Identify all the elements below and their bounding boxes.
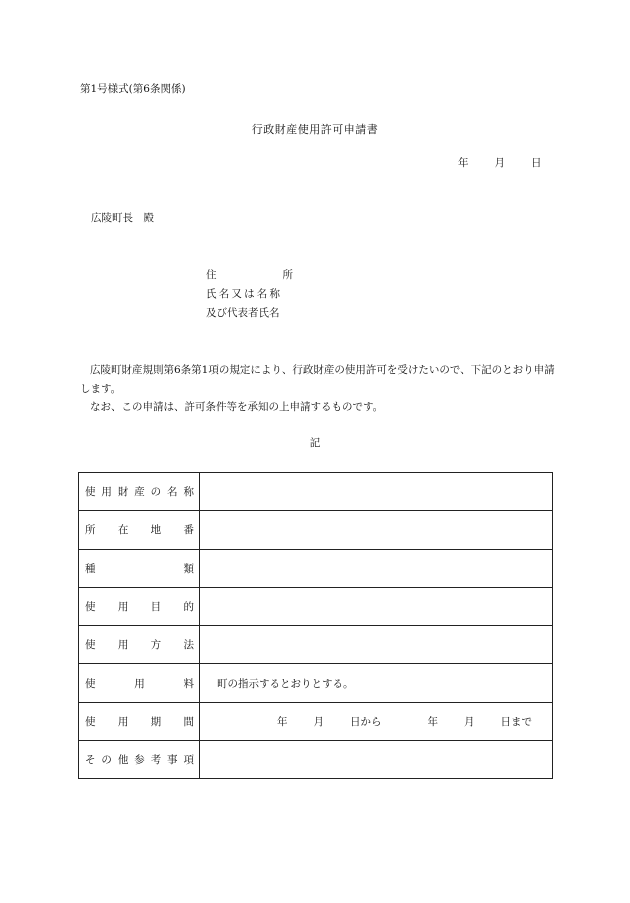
period-year-to: 年: [427, 715, 438, 728]
address-label-part: 所: [282, 269, 293, 281]
row-label-property-name: [79, 473, 200, 511]
label-char: 事: [167, 754, 178, 767]
ki-heading: 記: [309, 437, 321, 449]
application-table: [78, 472, 553, 779]
label-char: 使: [85, 601, 96, 614]
period-month-to: 月: [464, 715, 475, 728]
table-row: [79, 741, 553, 779]
label-char: 方: [150, 639, 162, 652]
label-char: 目: [150, 601, 162, 614]
label-char: 番: [183, 524, 194, 537]
representative-label: 及び代表者氏名: [206, 307, 280, 319]
label-char: 産: [134, 486, 145, 499]
address-label-part: 住: [206, 269, 217, 281]
row-label-other-notes: [79, 741, 200, 779]
address-label: [206, 267, 293, 282]
period-month-from: 月: [313, 715, 324, 728]
period-day-to: 日まで: [500, 715, 532, 728]
label-char: 用: [134, 677, 145, 690]
recipient: 広陵町長 殿: [91, 212, 154, 224]
value-purpose[interactable]: [200, 587, 553, 625]
label-char: 他: [117, 754, 129, 767]
label-char: の: [150, 486, 162, 499]
value-fee: 町の指示するとおりとする。: [200, 664, 553, 702]
label-char: 参: [134, 754, 145, 767]
table-row: [79, 664, 553, 702]
body-paragraph-1: 広陵町財産規則第6条第1項の規定により、行政財産の使用許可を受けたいので、下記のとおり申請します。: [80, 364, 555, 395]
row-label-period: [79, 702, 200, 740]
table-row: [79, 587, 553, 625]
value-other-notes[interactable]: [200, 741, 553, 779]
label-char: 在: [117, 524, 129, 537]
value-location[interactable]: [200, 511, 553, 549]
date-month: 月: [494, 157, 505, 169]
period-day-from: 日から: [350, 715, 382, 728]
value-method[interactable]: [200, 626, 553, 664]
table-row: [79, 702, 553, 740]
label-char: 使: [85, 486, 96, 499]
label-char: の: [101, 754, 112, 767]
label-char: 考: [150, 754, 162, 767]
label-char: 料: [183, 677, 194, 690]
label-char: 項: [183, 754, 194, 767]
row-label-type: [79, 549, 200, 587]
body-paragraph-2: なお、この申請は、許可条件等を承知の上申請するものです。: [90, 401, 384, 413]
value-period[interactable]: [200, 702, 553, 740]
date-year: 年: [458, 157, 469, 169]
label-char: 名: [167, 486, 178, 499]
label-char: 間: [183, 715, 194, 728]
table-row: [79, 511, 553, 549]
label-char: そ: [85, 754, 96, 767]
label-char: 財: [117, 486, 129, 499]
label-char: 種: [85, 562, 96, 575]
label-char: 的: [183, 601, 194, 614]
table-row: [79, 549, 553, 587]
date-day: 日: [531, 157, 542, 169]
form-number: 第1号様式(第6条関係): [80, 83, 186, 95]
label-char: 使: [85, 639, 96, 652]
label-char: 称: [183, 486, 194, 499]
label-char: 用: [117, 639, 129, 652]
name-label: 氏名又は名称: [206, 288, 283, 300]
period-year-from: 年: [277, 715, 288, 728]
value-property-name[interactable]: [200, 473, 553, 511]
row-label-method: [79, 626, 200, 664]
label-char: 用: [117, 601, 129, 614]
document-title: 行政財産使用許可申請書: [251, 123, 379, 136]
label-char: 用: [101, 486, 112, 499]
label-char: 法: [183, 639, 194, 652]
label-char: 地: [150, 524, 162, 537]
row-label-fee: [79, 664, 200, 702]
row-label-location: [79, 511, 200, 549]
row-label-purpose: [79, 587, 200, 625]
table-row: [79, 473, 553, 511]
label-char: 使: [85, 715, 96, 728]
label-char: 期: [150, 715, 162, 728]
label-char: 類: [183, 562, 194, 575]
label-char: 使: [85, 677, 96, 690]
label-char: 用: [117, 715, 129, 728]
value-type[interactable]: [200, 549, 553, 587]
date-line: [458, 155, 542, 170]
table-row: [79, 626, 553, 664]
label-char: 所: [85, 524, 96, 537]
